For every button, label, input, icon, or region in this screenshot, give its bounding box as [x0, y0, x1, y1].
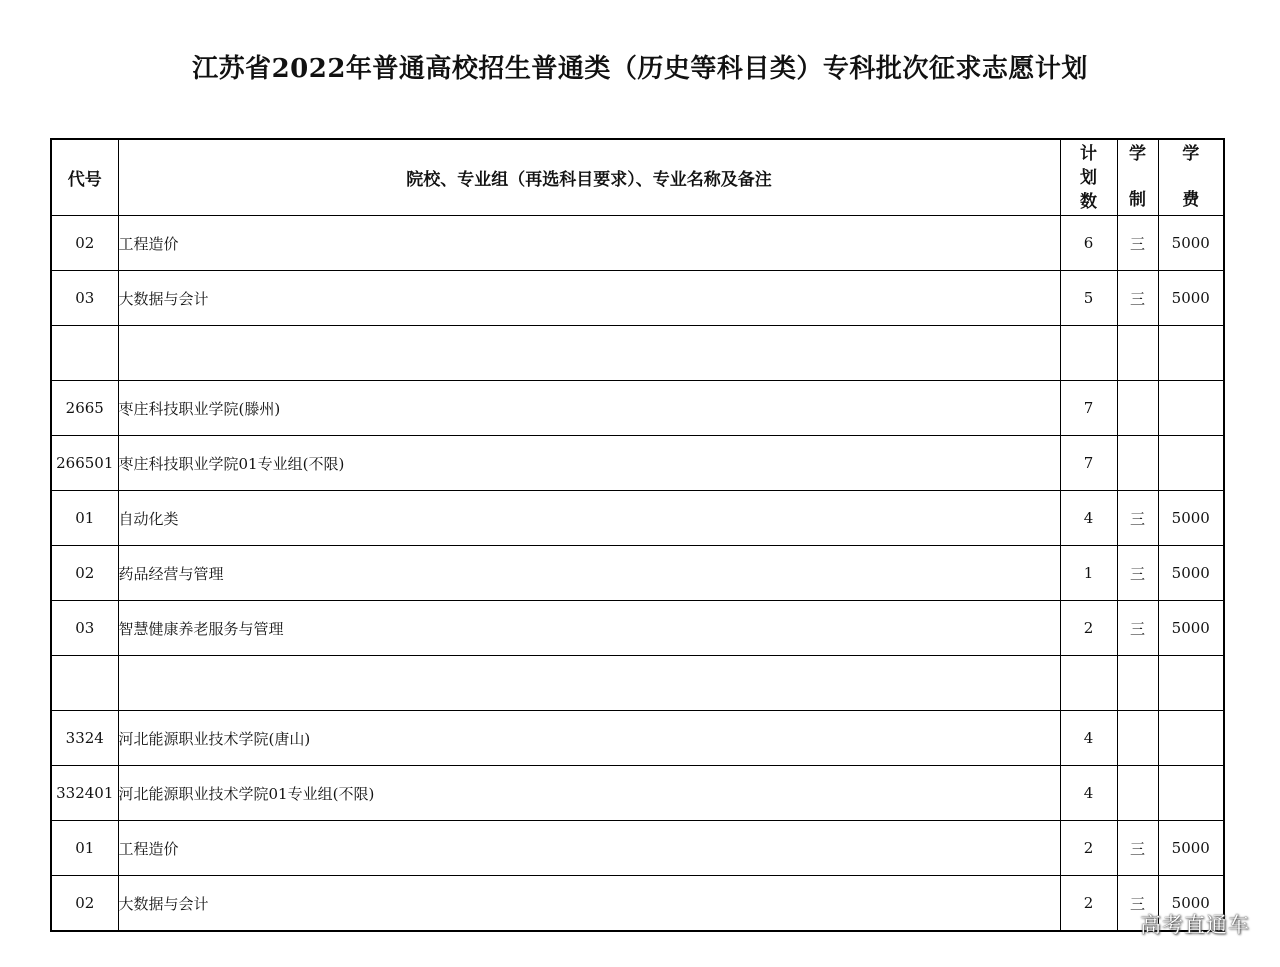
row-duration: 三 — [1117, 216, 1158, 271]
row-name: 大数据与会计 — [118, 271, 1060, 326]
table-row — [51, 656, 1224, 711]
row-fee: 5000 — [1158, 546, 1224, 601]
table-row — [51, 711, 1224, 766]
row-duration — [1117, 381, 1158, 436]
row-code: 266501 — [51, 436, 118, 491]
row-fee: 5000 — [1158, 271, 1224, 326]
row-name — [118, 656, 1060, 711]
row-duration: 三 — [1117, 271, 1158, 326]
row-fee: 5000 — [1158, 601, 1224, 656]
watermark: 高考直通车 — [1140, 913, 1250, 937]
header-duration-char: 学 — [1129, 144, 1146, 164]
row-duration: 三 — [1117, 546, 1158, 601]
row-duration — [1117, 326, 1158, 381]
table-row — [51, 271, 1224, 326]
row-code: 02 — [51, 546, 118, 601]
table-row — [51, 546, 1224, 601]
row-plan: 5 — [1060, 271, 1117, 326]
row-plan — [1060, 656, 1117, 711]
row-duration — [1117, 711, 1158, 766]
row-fee — [1158, 326, 1224, 381]
row-name — [118, 326, 1060, 381]
row-code: 02 — [51, 876, 118, 932]
header-plan-char: 计 — [1080, 144, 1097, 164]
row-name: 药品经营与管理 — [118, 546, 1060, 601]
table-row — [51, 766, 1224, 821]
table-row — [51, 326, 1224, 381]
row-duration — [1117, 436, 1158, 491]
header-duration — [1117, 139, 1158, 216]
row-duration — [1117, 656, 1158, 711]
row-code: 02 — [51, 216, 118, 271]
header-fee — [1158, 139, 1224, 216]
header-plan-char: 划 — [1080, 168, 1097, 188]
header-duration-char: 制 — [1129, 190, 1146, 210]
row-name: 大数据与会计 — [118, 876, 1060, 932]
row-fee — [1158, 766, 1224, 821]
table-row — [51, 821, 1224, 876]
row-plan — [1060, 326, 1117, 381]
table-row — [51, 216, 1224, 271]
row-code — [51, 656, 118, 711]
row-fee: 5000 — [1158, 491, 1224, 546]
row-plan: 4 — [1060, 491, 1117, 546]
row-code: 03 — [51, 271, 118, 326]
header-code: 代号 — [51, 139, 118, 216]
row-name: 智慧健康养老服务与管理 — [118, 601, 1060, 656]
row-code: 01 — [51, 821, 118, 876]
header-fee-char: 学 — [1182, 144, 1200, 164]
table-row — [51, 436, 1224, 491]
row-fee: 5000 — [1158, 821, 1224, 876]
row-plan: 1 — [1060, 546, 1117, 601]
row-fee — [1158, 656, 1224, 711]
row-fee: 5000 — [1158, 876, 1224, 932]
enrollment-plan-table — [50, 138, 1225, 932]
header-plan-char: 数 — [1080, 192, 1097, 212]
row-code: 2665 — [51, 381, 118, 436]
row-plan: 6 — [1060, 216, 1117, 271]
row-duration — [1117, 766, 1158, 821]
row-duration: 三 — [1117, 876, 1158, 932]
row-name: 自动化类 — [118, 491, 1060, 546]
row-plan: 7 — [1060, 436, 1117, 491]
row-plan: 4 — [1060, 711, 1117, 766]
table-header-row — [51, 139, 1224, 216]
row-name: 工程造价 — [118, 216, 1060, 271]
row-duration: 三 — [1117, 491, 1158, 546]
row-plan: 7 — [1060, 381, 1117, 436]
header-name: 院校、专业组（再选科目要求）、专业名称及备注 — [118, 139, 1060, 216]
table-row — [51, 491, 1224, 546]
row-code — [51, 326, 118, 381]
row-name: 河北能源职业技术学院01专业组(不限) — [118, 766, 1060, 821]
row-duration: 三 — [1117, 821, 1158, 876]
row-code: 332401 — [51, 766, 118, 821]
table-row — [51, 876, 1224, 932]
row-code: 01 — [51, 491, 118, 546]
row-duration: 三 — [1117, 601, 1158, 656]
table-row — [51, 601, 1224, 656]
row-name: 工程造价 — [118, 821, 1060, 876]
row-plan: 4 — [1060, 766, 1117, 821]
row-fee: 5000 — [1158, 216, 1224, 271]
row-name: 枣庄科技职业学院(滕州) — [118, 381, 1060, 436]
header-plan — [1060, 139, 1117, 216]
row-plan: 2 — [1060, 876, 1117, 932]
row-fee — [1158, 436, 1224, 491]
row-plan: 2 — [1060, 601, 1117, 656]
row-fee — [1158, 381, 1224, 436]
row-fee — [1158, 711, 1224, 766]
row-code: 03 — [51, 601, 118, 656]
header-fee-char: 费 — [1182, 190, 1200, 210]
table-body — [51, 216, 1224, 932]
row-plan: 2 — [1060, 821, 1117, 876]
row-name: 枣庄科技职业学院01专业组(不限) — [118, 436, 1060, 491]
table-row — [51, 381, 1224, 436]
row-code: 3324 — [51, 711, 118, 766]
row-name: 河北能源职业技术学院(唐山) — [118, 711, 1060, 766]
page-title: 江苏省2022年普通高校招生普通类（历史等科目类）专科批次征求志愿计划 — [192, 54, 1088, 84]
